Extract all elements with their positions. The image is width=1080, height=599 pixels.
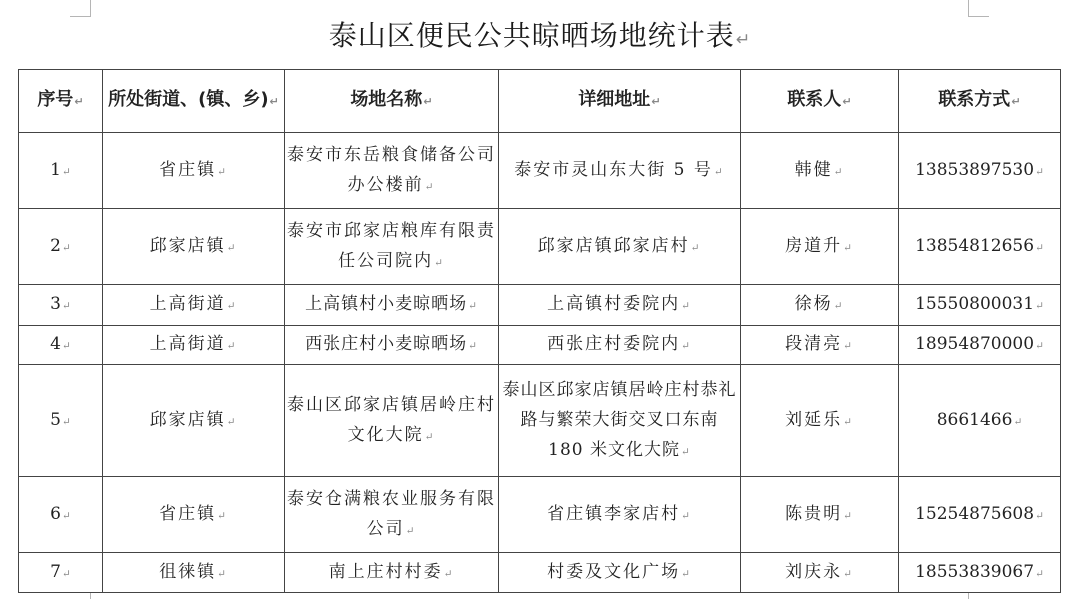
row-number: 2 <box>50 235 61 256</box>
town-name: 省庄镇 <box>159 159 217 180</box>
header-cell <box>103 70 285 133</box>
header-label: 序号 <box>37 89 74 110</box>
paragraph-mark-icon: ↵ <box>62 165 71 178</box>
address-cell <box>499 477 741 553</box>
document-title <box>0 14 1080 54</box>
contact-name: 徐杨 <box>794 294 833 314</box>
paragraph-mark-icon: ↵ <box>424 180 436 193</box>
town-cell <box>103 365 285 477</box>
phone-cell <box>899 285 1061 326</box>
phone-number: 15550800031 <box>915 294 1035 314</box>
phone-cell <box>899 326 1061 365</box>
site-name: 泰安市邱家店粮库有限责任公司院内 <box>287 220 496 271</box>
contact-cell <box>741 133 899 209</box>
paragraph-mark-icon: ↵ <box>735 30 752 50</box>
address-cell <box>499 285 741 326</box>
document-title-text: 泰山区便民公共晾晒场地统计表 <box>328 19 735 52</box>
paragraph-mark-icon: ↵ <box>217 567 228 580</box>
paragraph-mark-icon: ↵ <box>713 165 725 178</box>
statistics-table <box>18 69 1061 593</box>
town-name: 邱家店镇 <box>149 235 226 256</box>
row-number-cell <box>19 133 103 209</box>
paragraph-mark-icon: ↵ <box>62 567 71 580</box>
address-text: 省庄镇李家店村 <box>547 503 681 524</box>
site-cell <box>285 365 499 477</box>
row-number-cell <box>19 326 103 365</box>
paragraph-mark-icon: ↵ <box>74 95 84 108</box>
contact-cell <box>741 285 899 326</box>
contact-name: 房道升 <box>785 235 843 256</box>
contact-cell <box>741 477 899 553</box>
address-text: 上高镇村委院内 <box>547 294 681 314</box>
contact-cell <box>741 365 899 477</box>
paragraph-mark-icon: ↵ <box>423 95 433 108</box>
header-label: 联系方式 <box>938 89 1011 110</box>
row-number: 1 <box>50 159 61 180</box>
paragraph-mark-icon: ↵ <box>226 241 238 254</box>
paragraph-mark-icon: ↵ <box>434 256 445 269</box>
row-number-cell <box>19 477 103 553</box>
phone-number: 13854812656 <box>915 235 1035 256</box>
site-name: 上高镇村小麦晾晒场 <box>305 294 468 314</box>
paragraph-mark-icon: ↵ <box>62 340 71 352</box>
phone-number: 18553839067 <box>915 561 1035 582</box>
table-row <box>19 209 1061 285</box>
site-name: 泰安市东岳粮食储备公司办公楼前 <box>287 144 496 195</box>
town-cell <box>103 133 285 209</box>
phone-number: 8661466 <box>936 409 1013 430</box>
paragraph-mark-icon: ↵ <box>1013 415 1023 428</box>
phone-cell <box>899 209 1061 285</box>
paragraph-mark-icon: ↵ <box>1035 567 1044 580</box>
paragraph-mark-icon: ↵ <box>217 509 228 522</box>
table-row <box>19 133 1061 209</box>
contact-name: 段清亮 <box>785 334 843 354</box>
paragraph-mark-icon: ↵ <box>1035 241 1044 254</box>
town-name: 邱家店镇 <box>149 409 226 430</box>
site-cell <box>285 285 499 326</box>
site-cell <box>285 553 499 593</box>
town-cell <box>103 553 285 593</box>
paragraph-mark-icon: ↵ <box>269 95 279 108</box>
paragraph-mark-icon: ↵ <box>843 241 854 254</box>
phone-cell <box>899 477 1061 553</box>
town-name: 上高街道 <box>149 334 226 354</box>
row-number-cell <box>19 365 103 477</box>
paragraph-mark-icon: ↵ <box>843 567 854 580</box>
header-label: 联系人 <box>787 89 842 110</box>
table-header-row <box>19 70 1061 133</box>
row-number: 3 <box>50 294 61 314</box>
paragraph-mark-icon: ↵ <box>1011 95 1021 108</box>
paragraph-mark-icon: ↵ <box>833 165 845 178</box>
phone-cell <box>899 133 1061 209</box>
header-cell <box>741 70 899 133</box>
paragraph-mark-icon: ↵ <box>226 340 238 352</box>
town-cell <box>103 285 285 326</box>
address-cell <box>499 553 741 593</box>
paragraph-mark-icon: ↵ <box>443 567 455 580</box>
paragraph-mark-icon: ↵ <box>226 300 238 312</box>
phone-number: 13853897530 <box>915 159 1035 180</box>
town-cell <box>103 209 285 285</box>
address-cell <box>499 133 741 209</box>
contact-cell <box>741 326 899 365</box>
paragraph-mark-icon: ↵ <box>681 300 692 312</box>
table-row <box>19 477 1061 553</box>
address-text: 泰山区邱家店镇居岭庄村恭礼路与繁荣大街交叉口东南 180 米文化大院 <box>502 379 737 460</box>
address-cell <box>499 209 741 285</box>
town-cell <box>103 326 285 365</box>
contact-name: 刘庆永 <box>785 561 843 582</box>
paragraph-mark-icon: ↵ <box>62 415 71 428</box>
address-text: 村委及文化广场 <box>547 561 681 582</box>
site-cell <box>285 209 499 285</box>
phone-number: 18954870000 <box>915 334 1035 354</box>
site-name: 西张庄村小麦晾晒场 <box>305 334 468 354</box>
site-cell <box>285 326 499 365</box>
contact-name: 韩健 <box>794 159 833 180</box>
site-cell <box>285 477 499 553</box>
table-row <box>19 285 1061 326</box>
paragraph-mark-icon: ↵ <box>843 340 854 352</box>
contact-name: 陈贵明 <box>785 503 843 524</box>
paragraph-mark-icon: ↵ <box>62 300 71 312</box>
site-name: 南上庄村村委 <box>328 561 443 582</box>
paragraph-mark-icon: ↵ <box>424 430 436 443</box>
paragraph-mark-icon: ↵ <box>217 165 228 178</box>
table-row <box>19 326 1061 365</box>
header-label: 所处街道、(镇、乡) <box>108 89 269 110</box>
paragraph-mark-icon: ↵ <box>843 415 854 428</box>
row-number: 6 <box>50 503 61 524</box>
contact-cell <box>741 553 899 593</box>
site-cell <box>285 133 499 209</box>
paragraph-mark-icon: ↵ <box>405 524 417 537</box>
address-text: 邱家店镇邱家店村 <box>537 235 690 256</box>
paragraph-mark-icon: ↵ <box>651 95 661 108</box>
paragraph-mark-icon: ↵ <box>690 241 702 254</box>
paragraph-mark-icon: ↵ <box>1035 165 1044 178</box>
header-label: 详细地址 <box>578 89 651 110</box>
header-label: 场地名称 <box>350 89 423 110</box>
paragraph-mark-icon: ↵ <box>226 415 238 428</box>
header-cell <box>499 70 741 133</box>
paragraph-mark-icon: ↵ <box>468 300 478 312</box>
paragraph-mark-icon: ↵ <box>681 567 692 580</box>
row-number-cell <box>19 209 103 285</box>
row-number: 4 <box>50 334 61 354</box>
row-number-cell <box>19 285 103 326</box>
paragraph-mark-icon: ↵ <box>1035 300 1044 312</box>
header-cell <box>899 70 1061 133</box>
address-text: 西张庄村委院内 <box>547 334 681 354</box>
address-cell <box>499 326 741 365</box>
address-cell <box>499 365 741 477</box>
paragraph-mark-icon: ↵ <box>62 241 71 254</box>
paragraph-mark-icon: ↵ <box>843 509 854 522</box>
site-name: 泰山区邱家店镇居岭庄村文化大院 <box>287 394 496 445</box>
paragraph-mark-icon: ↵ <box>468 340 478 352</box>
paragraph-mark-icon: ↵ <box>681 445 691 458</box>
phone-cell <box>899 553 1061 593</box>
town-name: 徂徕镇 <box>159 561 217 582</box>
header-cell <box>285 70 499 133</box>
paragraph-mark-icon: ↵ <box>842 95 852 108</box>
paragraph-mark-icon: ↵ <box>681 509 692 522</box>
phone-number: 15254875608 <box>915 503 1035 524</box>
table-row <box>19 553 1061 593</box>
site-name: 泰安仓满粮农业服务有限公司 <box>287 488 496 539</box>
town-name: 省庄镇 <box>159 503 217 524</box>
phone-cell <box>899 365 1061 477</box>
header-cell <box>19 70 103 133</box>
contact-name: 刘延乐 <box>785 409 843 430</box>
paragraph-mark-icon: ↵ <box>1035 340 1044 352</box>
row-number: 5 <box>50 409 61 430</box>
address-text: 泰安市灵山东大街 5 号 <box>514 159 713 180</box>
row-number: 7 <box>50 561 61 582</box>
town-cell <box>103 477 285 553</box>
paragraph-mark-icon: ↵ <box>681 340 692 352</box>
table-row <box>19 365 1061 477</box>
town-name: 上高街道 <box>149 294 226 314</box>
paragraph-mark-icon: ↵ <box>1035 509 1044 522</box>
contact-cell <box>741 209 899 285</box>
row-number-cell <box>19 553 103 593</box>
paragraph-mark-icon: ↵ <box>62 509 71 522</box>
paragraph-mark-icon: ↵ <box>833 300 845 312</box>
